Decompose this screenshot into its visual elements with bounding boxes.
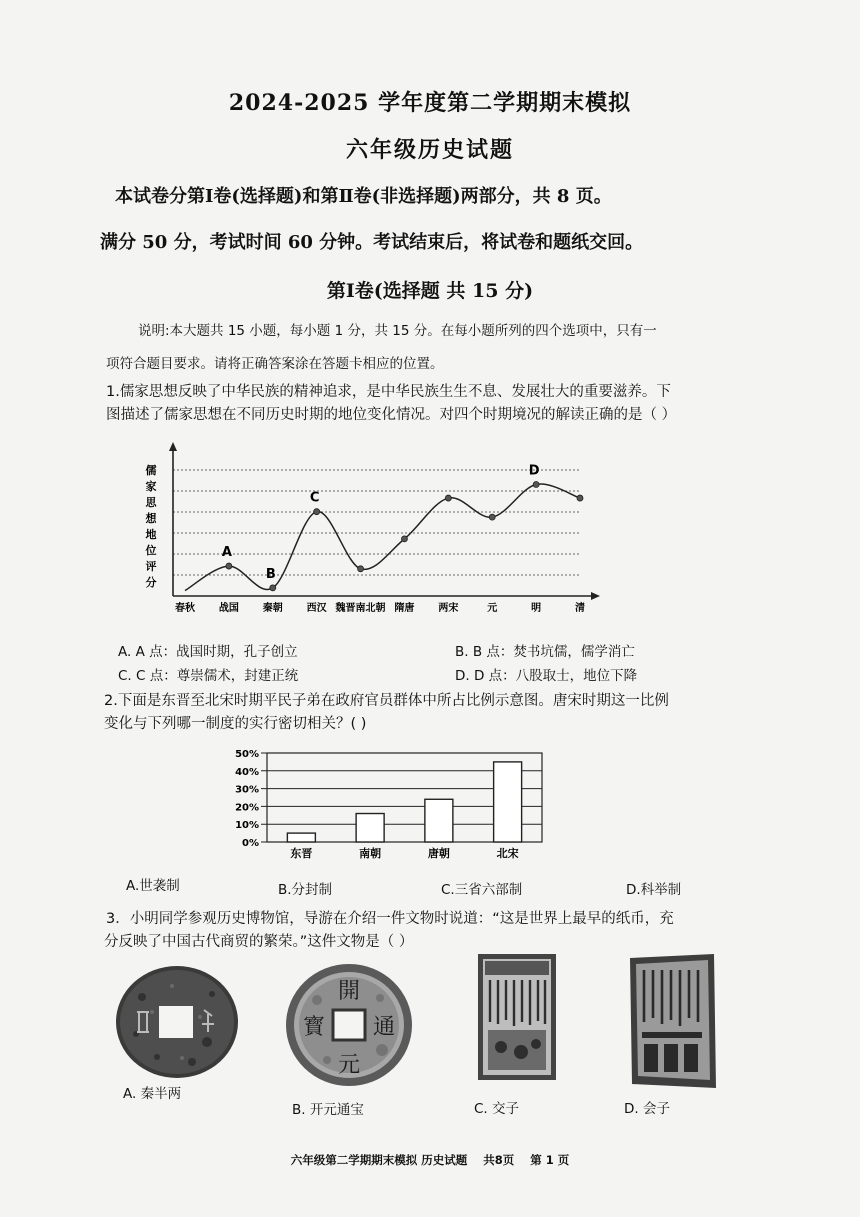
chart1-data-point	[577, 495, 583, 501]
chart1-x-tick-label: 战国	[218, 603, 239, 614]
section-title: 第Ⅰ卷(选择题 共 15 分)	[326, 280, 534, 302]
q3-option-d[interactable]: D. 会子	[624, 1101, 670, 1117]
chart1-data-point	[226, 563, 232, 569]
exam-title: 2024-2025 学年度第二学期期末模拟	[228, 90, 632, 116]
exam-subtitle: 六年级历史试题	[345, 137, 514, 163]
coin-b-char-top: 開	[337, 979, 361, 1004]
intro-line-2: 满分 50 分，考试时间 60 分钟。考试结束后，将试卷和题纸交回。	[100, 232, 644, 253]
q1-option-d[interactable]: D. D 点：八股取士，地位下降	[455, 668, 638, 684]
chart1-data-point	[314, 509, 320, 515]
chart1-y-label-char: 家	[145, 480, 157, 493]
q2-option-c[interactable]: C.三省六部制	[441, 882, 523, 898]
chart1-y-label	[145, 463, 158, 589]
section-note-line-1: 说明:本大题共 15 小题，每小题 1 分，共 15 分。在每小题所列的四个选项中，只有一	[138, 323, 657, 339]
chart1-x-tick-label: 西汉	[306, 603, 327, 614]
section-note-line-2: 项符合题目要求。请将正确答案涂在答题卡相应的位置。	[106, 356, 444, 372]
chart1-y-label-char: 评	[145, 560, 157, 573]
q1-option-c[interactable]: C. C 点：尊崇儒术，封建正统	[118, 668, 299, 684]
chart2-bar	[494, 762, 522, 842]
chart2-y-tick-label: 30%	[235, 784, 259, 796]
footer-page-number: 第 1 页	[530, 1153, 570, 1167]
q1-option-b[interactable]: B. B 点：焚书坑儒，儒学消亡	[455, 644, 635, 660]
chart2-y-tick-label: 40%	[235, 766, 259, 778]
chart1-x-arrow	[591, 592, 600, 600]
chart1-data-point	[358, 566, 364, 572]
chart1-data-point	[445, 495, 451, 501]
page-footer	[0, 1152, 860, 1168]
chart2-y-tick-label: 50%	[235, 749, 259, 760]
coin-b-char-left: 寳	[302, 1015, 326, 1040]
jiaozi-banknote-image	[476, 952, 558, 1082]
chart1-x-tick-label: 元	[487, 603, 498, 614]
chart2-x-tick-label: 南朝	[359, 847, 382, 860]
chart1-y-label-char: 思	[145, 496, 157, 509]
intro-line-1: 本试卷分第Ⅰ卷(选择题)和第Ⅱ卷(非选择题)两部分，共 8 页。	[115, 186, 612, 207]
chart1-point-label: A	[221, 545, 232, 561]
q2-option-b[interactable]: B.分封制	[278, 882, 333, 898]
q3-stem-line-1: 3．小明同学参观历史博物馆，导游在介绍一件文物时说道：“这是世界上最早的纸币，充	[106, 911, 674, 927]
footer-page-count: 共8页	[483, 1153, 515, 1167]
chart2-x-tick-label: 北宋	[496, 847, 519, 860]
chart2-y-tick-label: 10%	[235, 820, 259, 832]
chart2-bar	[287, 833, 315, 842]
chart1-point-label: D	[528, 463, 540, 479]
footer-exam-name: 六年级第二学期期末模拟 历史试题	[290, 1153, 468, 1167]
chart1-x-tick-label: 隋唐	[394, 603, 415, 614]
chart2-x-tick-label: 唐朝	[427, 847, 450, 860]
q3-stem-line-2: 分反映了中国古代商贸的繁荣。”这件文物是（ ）	[104, 934, 414, 950]
q1-stem-line-1: 1.儒家思想反映了中华民族的精神追求，是中华民族生生不息、发展壮大的重要滋养。下	[106, 384, 671, 400]
chart1-series-line	[185, 484, 580, 591]
chart1-y-label-char: 想	[145, 512, 157, 525]
chart2-bar	[356, 814, 384, 842]
q1-stem-line-2: 图描述了儒家思想在不同历史时期的地位变化情况。对四个时期境况的解读正确的是（ ）	[106, 407, 677, 423]
coin-b-char-right: 通	[372, 1015, 396, 1040]
chart1-x-tick-label: 春秋	[175, 603, 195, 614]
q3-option-b[interactable]: B. 开元通宝	[292, 1102, 364, 1118]
chart1-gridlines	[173, 470, 580, 575]
chart1-y-arrow	[169, 442, 177, 451]
chart1-point-label: C	[309, 490, 320, 506]
qin-banliang-coin-image	[112, 962, 242, 1082]
chart1-y-label-char: 儒	[145, 464, 157, 477]
chart1-data-point	[533, 481, 539, 487]
chart1-x-tick-label: 明	[531, 603, 542, 614]
chart2-y-tick-label: 0%	[242, 838, 259, 849]
q2-stem-line-2: 变化与下列哪一制度的实行密切相关？( )	[104, 716, 367, 732]
kaiyuan-tongbao-coin-image	[282, 960, 417, 1090]
chart1-x-tick-label: 两宋	[438, 603, 459, 614]
coin-b-char-bottom: 元	[337, 1053, 361, 1078]
q2-option-d[interactable]: D.科举制	[626, 882, 682, 898]
chart1-y-label-char: 位	[145, 544, 157, 557]
huizi-banknote-image	[626, 952, 718, 1092]
q2-bar-chart	[222, 745, 552, 865]
chart1-y-label-char: 分	[145, 576, 157, 589]
chart1-x-tick-label: 魏晋南北朝	[335, 603, 386, 614]
chart1-y-label-char: 地	[145, 528, 157, 541]
chart1-point-label: B	[265, 566, 276, 582]
q3-option-a[interactable]: A. 秦半两	[123, 1086, 182, 1102]
chart1-data-point	[270, 585, 276, 591]
chart1-x-tick-label: 清	[575, 603, 585, 614]
chart1-data-point	[489, 514, 495, 520]
chart1-x-tick-label: 秦朝	[262, 603, 283, 614]
chart2-x-tick-label: 东晋	[290, 847, 313, 860]
chart2-y-tick-label: 20%	[235, 802, 259, 814]
q3-option-c[interactable]: C. 交子	[474, 1101, 520, 1117]
q2-stem-line-1: 2.下面是东晋至北宋时期平民子弟在政府官员群体中所占比例示意图。唐宋时期这一比例	[104, 693, 669, 709]
chart1-data-point	[401, 536, 407, 542]
q1-line-chart	[140, 440, 610, 620]
q1-option-a[interactable]: A. A 点：战国时期，孔子创立	[118, 644, 298, 660]
q2-option-a[interactable]: A.世袭制	[126, 878, 180, 894]
chart2-bar	[425, 799, 453, 842]
